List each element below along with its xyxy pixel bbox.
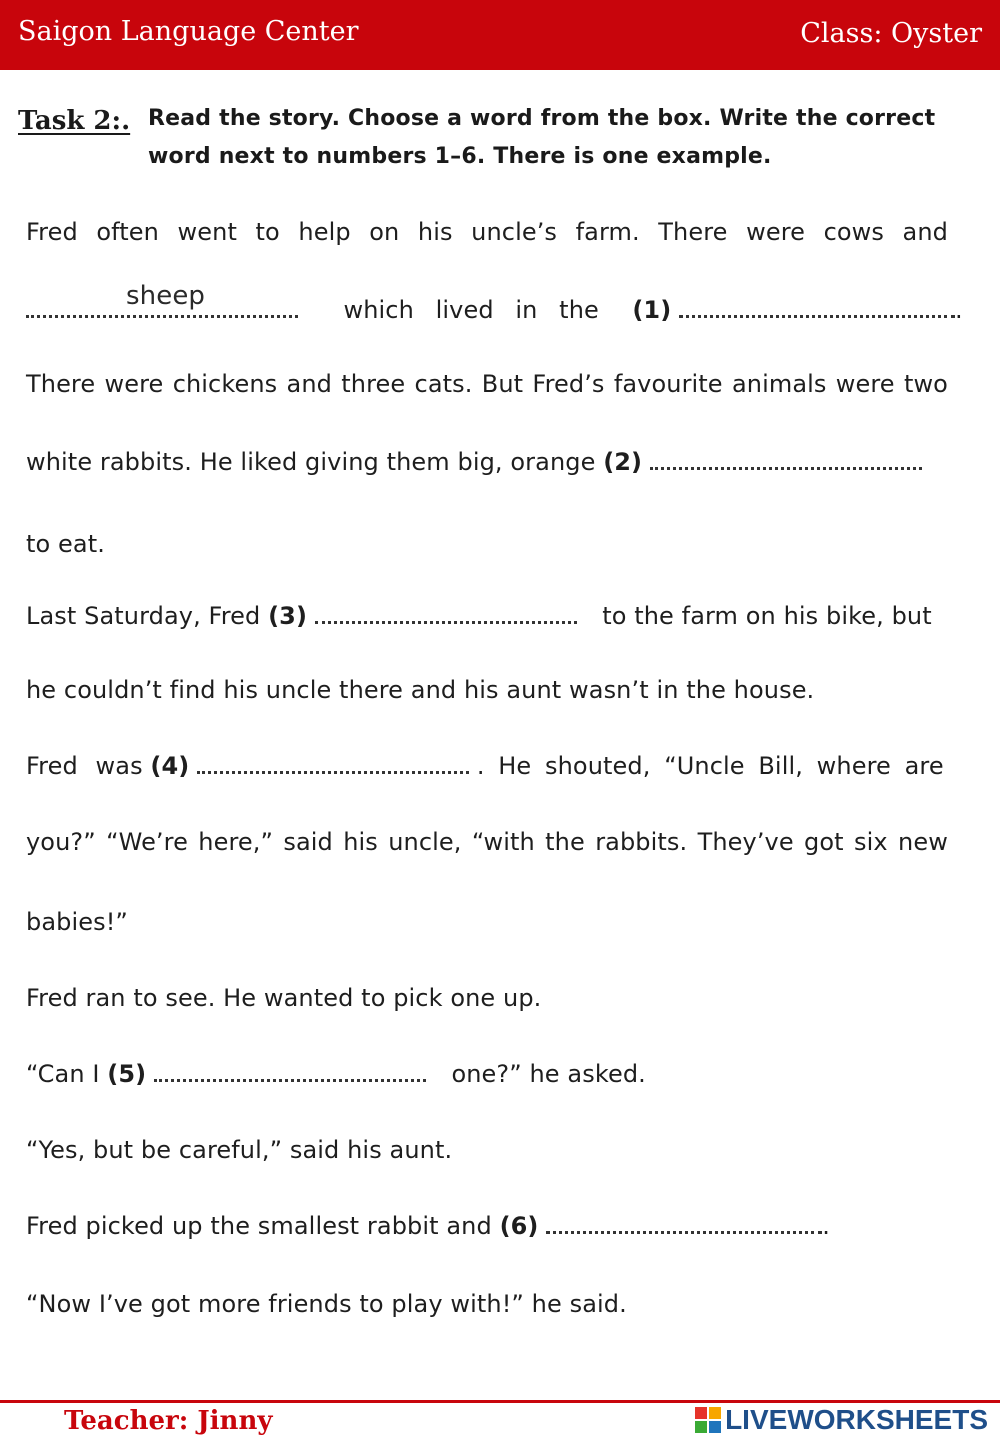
- story-word: new: [898, 828, 948, 856]
- story-line-3: [26, 370, 948, 398]
- story-line-15: “Now I’ve got more friends to play with!” he said.: [26, 1290, 627, 1318]
- teacher-name: Teacher: Jinny: [64, 1406, 273, 1436]
- story-line-10: babies!”: [26, 908, 128, 936]
- liveworksheets-brand[interactable]: [695, 1404, 988, 1436]
- story-word: But: [481, 370, 524, 398]
- story-line-2: sheep which lived in the (1) .: [26, 296, 948, 324]
- story-word: the: [545, 828, 585, 856]
- story-word: uncle,: [388, 828, 462, 856]
- story-text: to the farm on his bike, but: [602, 602, 932, 630]
- story-word: often: [96, 218, 159, 246]
- story-word: six: [854, 828, 888, 856]
- story-text: . He shouted, “Uncle Bill, where are: [476, 752, 944, 780]
- story-line-11: Fred ran to see. He wanted to pick one up.: [26, 984, 542, 1012]
- story-line-1: [26, 218, 948, 246]
- answer-blank-4[interactable]: [197, 770, 469, 774]
- blank-number-5: (5): [107, 1060, 147, 1088]
- story-word: got: [804, 828, 844, 856]
- task-instruction: Read the story. Choose a word from the box. Write the correct word next to numbers 1–6. There is one example.: [148, 106, 936, 169]
- story-line-9: [26, 828, 948, 856]
- story-word: here,”: [198, 828, 274, 856]
- story-word: They’ve: [697, 828, 794, 856]
- story-text: Fred picked up the smallest rabbit and: [26, 1212, 492, 1240]
- story-word: Fred: [26, 218, 78, 246]
- story-word: “We’re: [106, 828, 188, 856]
- story-word: on: [369, 218, 400, 246]
- story-word: his: [417, 218, 453, 246]
- story-word: animals: [731, 370, 827, 398]
- story-line-12: [26, 1060, 948, 1088]
- story-word: you?”: [26, 828, 96, 856]
- story-word: chickens: [172, 370, 278, 398]
- story-word: three: [341, 370, 406, 398]
- story-word: cows: [823, 218, 884, 246]
- story-text: Last Saturday, Fred: [26, 602, 261, 630]
- story-word: “with: [471, 828, 535, 856]
- story-word: his: [343, 828, 378, 856]
- blank-number-1: (1): [632, 296, 672, 324]
- liveworksheets-logo-icon: [695, 1407, 721, 1433]
- story-word: to: [255, 218, 280, 246]
- answer-blank-2[interactable]: [650, 466, 922, 470]
- story-word: were: [835, 370, 895, 398]
- story-word: were: [104, 370, 164, 398]
- story-line-4: [26, 448, 948, 476]
- story-text: one?” he asked.: [451, 1060, 646, 1088]
- story-text: “Can I: [26, 1060, 100, 1088]
- task-label: Task 2:.: [18, 106, 131, 136]
- page-header: [0, 0, 1000, 70]
- example-answer: sheep: [126, 281, 206, 311]
- story-line-14: Fred picked up the smallest rabbit and (6) .: [26, 1212, 830, 1240]
- story-word: farm.: [575, 218, 640, 246]
- story-text: Fred was: [26, 752, 143, 780]
- story-word: were: [746, 218, 805, 246]
- answer-blank-5[interactable]: [154, 1078, 426, 1082]
- story-line-7: he couldn’t find his uncle there and his aunt wasn’t in the house.: [26, 676, 815, 704]
- story-word: help: [298, 218, 351, 246]
- story-word: There: [658, 218, 728, 246]
- story-word: uncle’s: [471, 218, 558, 246]
- footer-divider: [0, 1400, 1000, 1403]
- story-word: said: [283, 828, 333, 856]
- school-name: Saigon Language Center: [18, 16, 359, 47]
- story-word: cats.: [414, 370, 473, 398]
- story-word: Fred’s: [532, 370, 605, 398]
- blank-number-2: (2): [603, 448, 643, 476]
- brand-text: LIVEWORKSHEETS: [725, 1404, 988, 1435]
- story-word: and: [902, 218, 948, 246]
- story-word: and: [286, 370, 332, 398]
- story-line-13: “Yes, but be careful,” said his aunt.: [26, 1136, 453, 1164]
- story-word: favourite: [613, 370, 723, 398]
- answer-blank-3[interactable]: [315, 620, 577, 624]
- story-text: white rabbits. He liked giving them big, orange: [26, 448, 596, 476]
- class-label: Class: Oyster: [800, 18, 982, 49]
- story-text: which lived in the: [343, 296, 599, 324]
- story-line-5: to eat.: [26, 530, 105, 558]
- story-line-8: [26, 752, 948, 780]
- blank-number-6: (6): [499, 1212, 539, 1240]
- blank-number-3: (3): [268, 602, 308, 630]
- story-line-6: [26, 602, 948, 630]
- story-word: two: [903, 370, 948, 398]
- answer-blank-6[interactable]: [546, 1230, 822, 1234]
- story-word: rabbits.: [595, 828, 688, 856]
- example-blank: [26, 281, 298, 318]
- story-word: went: [177, 218, 237, 246]
- story-word: There: [26, 370, 96, 398]
- blank-number-4: (4): [150, 752, 190, 780]
- answer-blank-1[interactable]: [679, 314, 955, 318]
